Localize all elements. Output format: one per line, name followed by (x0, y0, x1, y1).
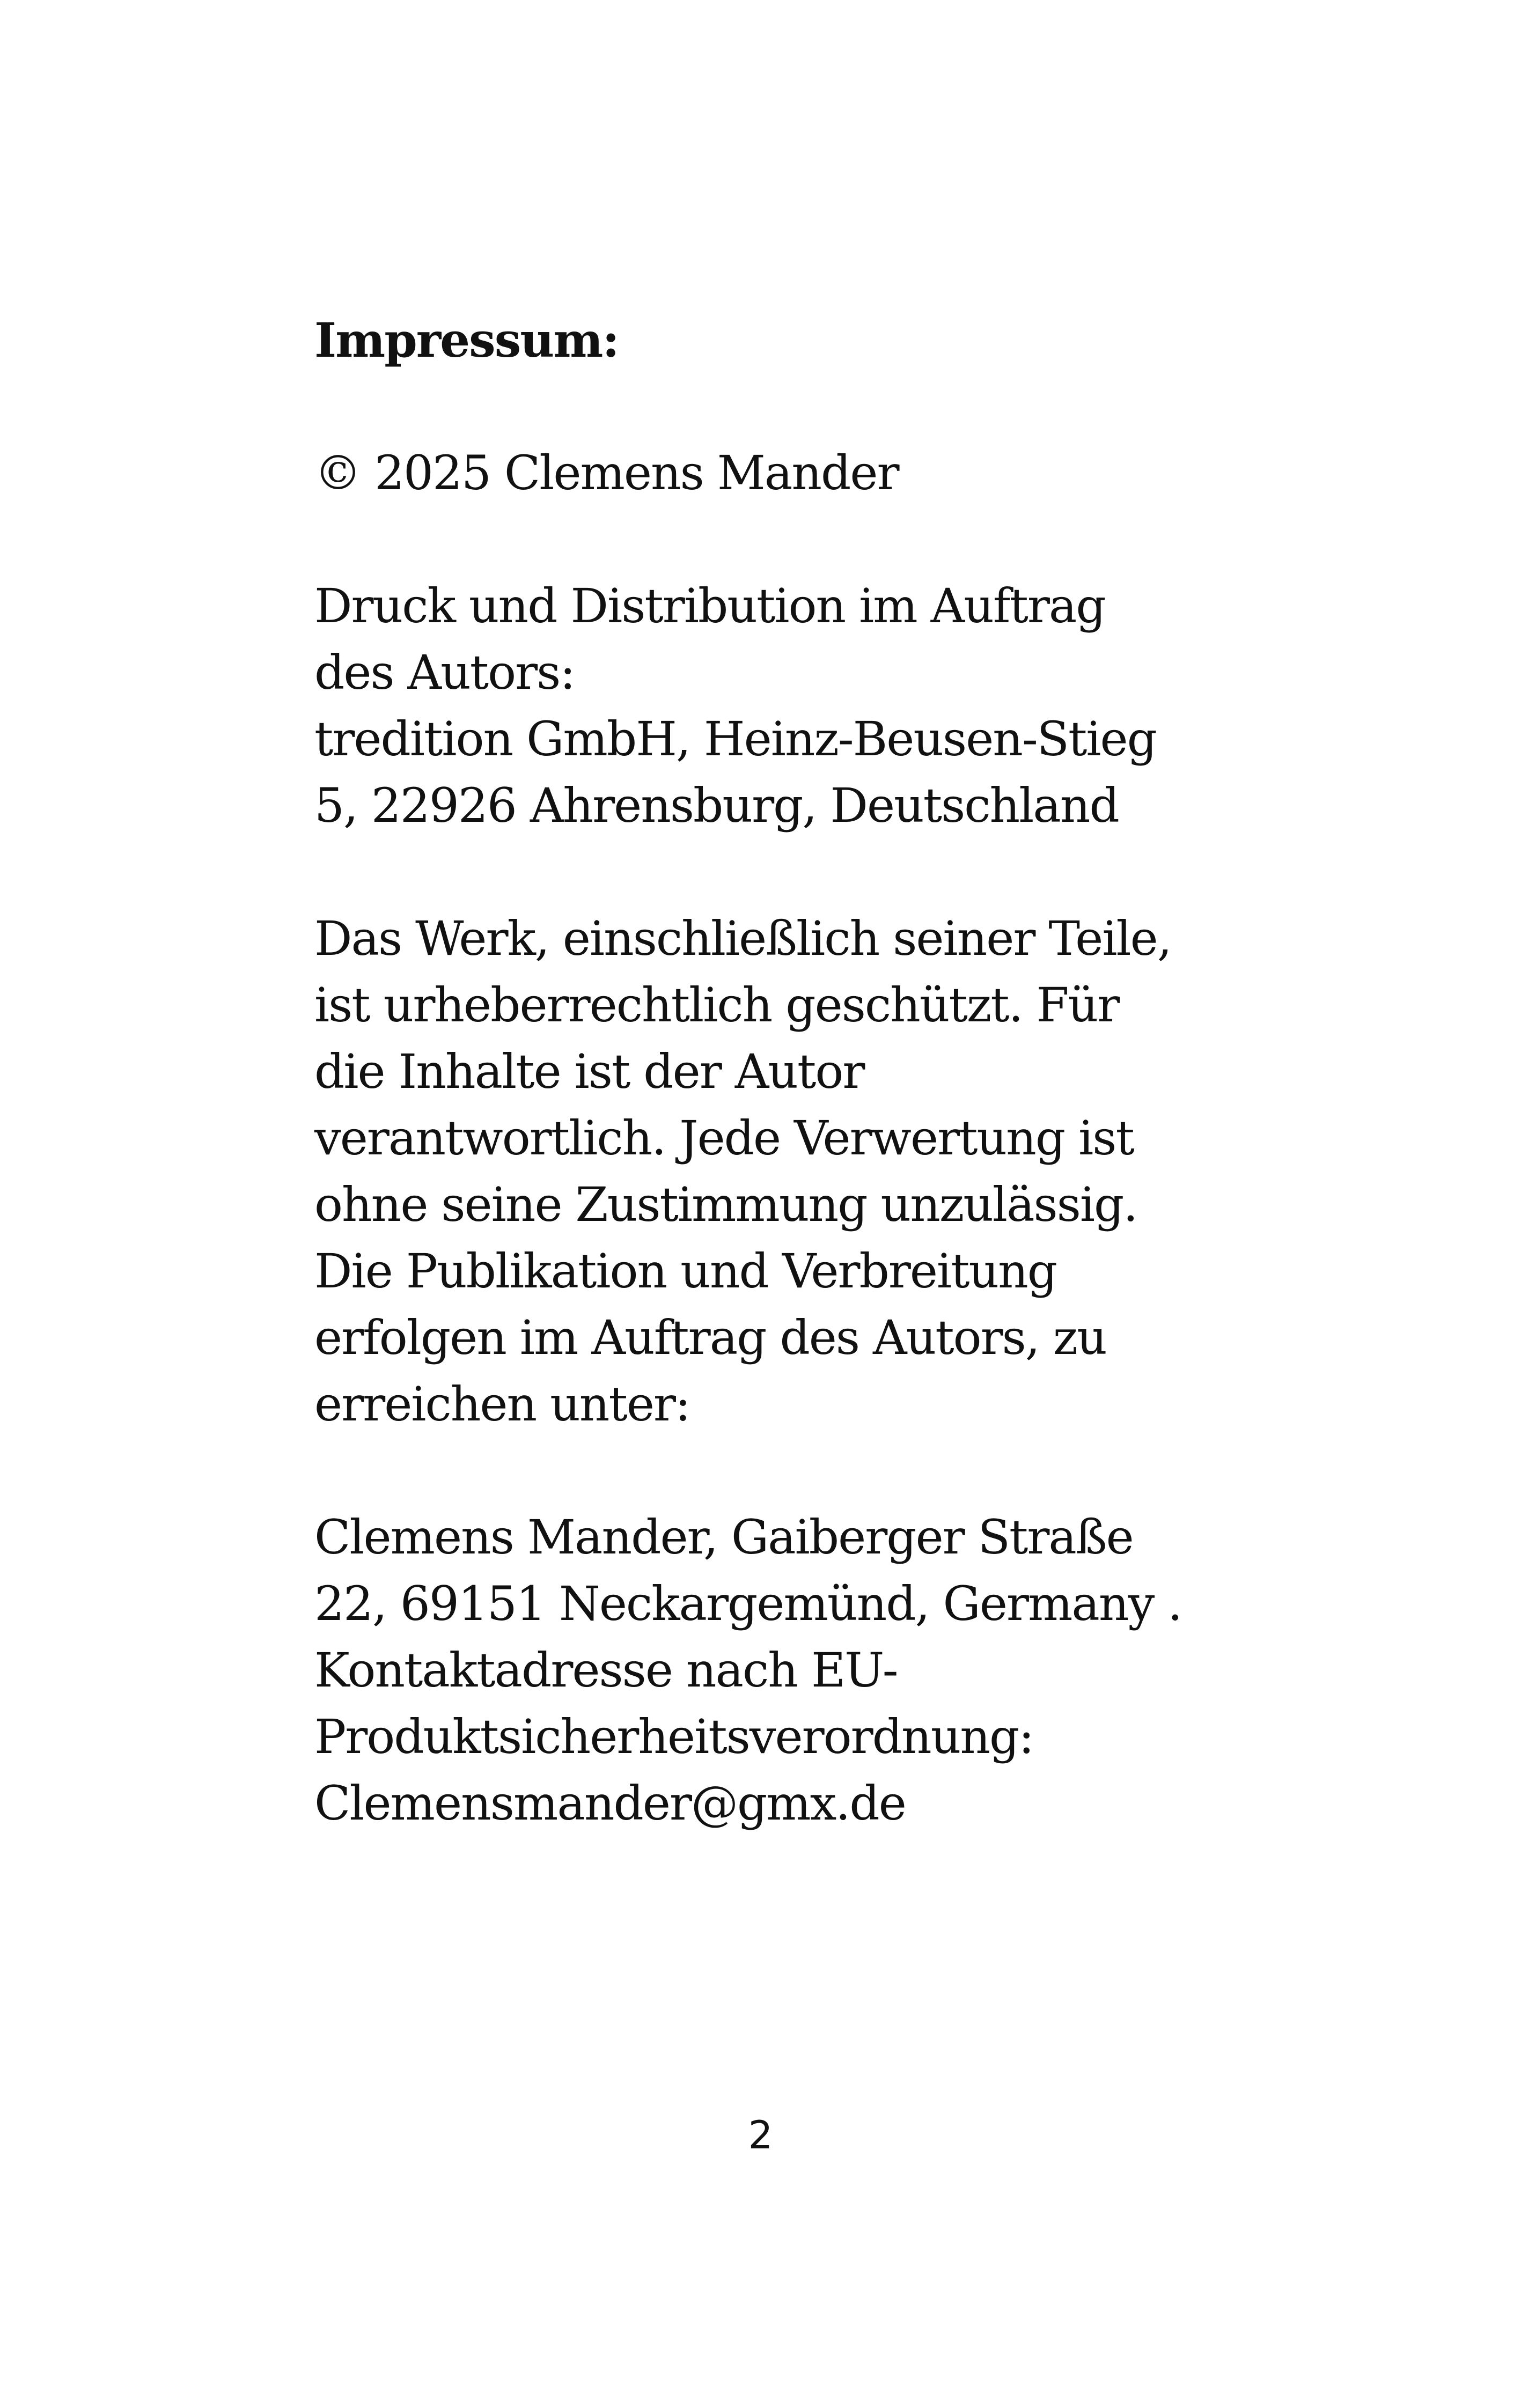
contact-line: Clemens Mander, Gaiberger Straße (314, 1509, 1133, 1565)
contact-line: Kontaktadresse nach EU- (314, 1643, 898, 1698)
rights-line: erfolgen im Auftrag des Autors, zu (314, 1310, 1106, 1365)
print-line: tredition GmbH, Heinz-Beusen-Stieg (314, 711, 1156, 767)
print-line: Druck und Distribution im Auftrag (314, 578, 1105, 634)
contact-line: Produktsicherheitsverordnung: (314, 1709, 1034, 1764)
rights-line: ist urheberrechtlich geschützt. Für (314, 977, 1119, 1033)
copyright-notice-paragraph (314, 905, 1237, 1438)
contact-line: 22, 69151 Neckargemünd, Germany . (314, 1576, 1182, 1631)
imprint-heading: Impressum: (314, 312, 619, 368)
imprint-content (314, 307, 1237, 1903)
rights-line: ohne seine Zustimmung unzulässig. (314, 1177, 1137, 1232)
print-distribution-paragraph (314, 573, 1237, 839)
contact-paragraph (314, 1504, 1237, 1837)
rights-line: Das Werk, einschließlich seiner Teile, (314, 911, 1171, 966)
page-number: 2 (748, 2112, 773, 2157)
contact-email: Clemensmander@gmx.de (314, 1776, 906, 1831)
rights-line: erreichen unter: (314, 1376, 690, 1432)
rights-line: Die Publikation und Verbreitung (314, 1243, 1057, 1299)
rights-line: verantwortlich. Jede Verwertung ist (314, 1110, 1134, 1166)
print-line: 5, 22926 Ahrensburg, Deutschland (314, 778, 1119, 833)
rights-line: die Inhalte ist der Autor (314, 1044, 864, 1099)
copyright-line: © 2025 Clemens Mander (314, 445, 899, 500)
print-line: des Autors: (314, 645, 575, 700)
